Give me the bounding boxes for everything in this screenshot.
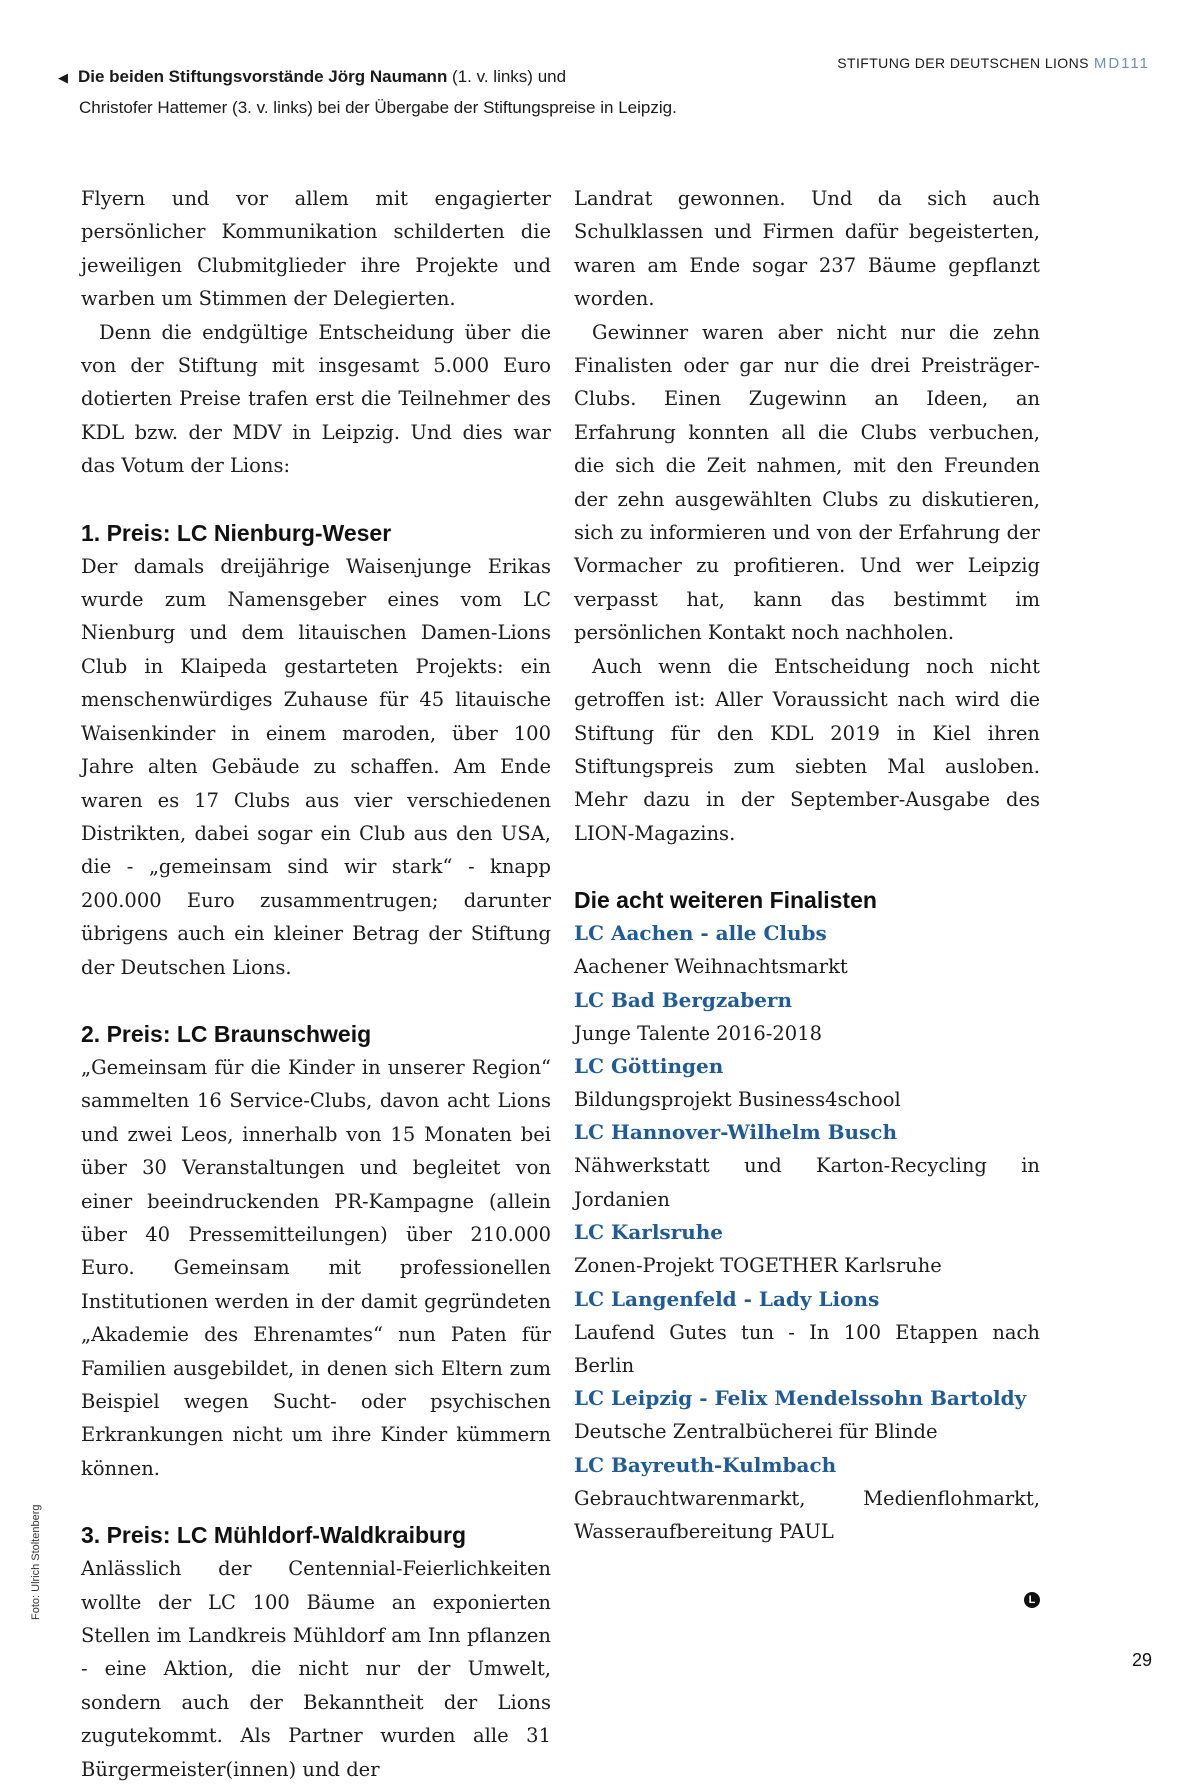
header-title: STIFTUNG DER DEUTSCHEN LIONS	[837, 55, 1089, 71]
caption-line2: Christofer Hattemer (3. v. links) bei der Übergabe der Stiftungspreise in Leipzig.	[79, 98, 677, 117]
finalist-club: LC Göttingen	[574, 1053, 724, 1078]
prize3-heading: 3. Preis: LC Mühldorf-Waldkraiburg	[81, 1522, 467, 1549]
finalist-club: LC Bayreuth-Kulmbach	[574, 1452, 837, 1477]
finalist-club: LC Leipzig - Felix Mendelssohn Bartoldy	[574, 1386, 1027, 1411]
finalist-project: Zonen-Projekt TOGETHER Karlsruhe	[574, 1254, 942, 1278]
prize3-text: Anlässlich der Centennial-Feierlichkeiten wollte der LC 100 Bäume an exponierten Stellen im Landkreis Mühldorf am Inn pflanzen - eine Aktion, die nicht nur der Umwelt, sondern auch der Bekanntheit der Lions zugutekommt. Als Partner wurden alle 31 Bürgermeister(innen) und der	[81, 1557, 551, 1781]
caption-rest: (1. v. links) und	[447, 67, 567, 86]
intro-paragraph-2: Denn die endgültige Entscheidung über die von der Stiftung mit insgesamt 5.000 Euro dotierten Preise trafen erst die Teilnehmer des KDL bzw. der MDV in Leipzig. Und dies war das Votum der Lions:	[81, 320, 551, 478]
finalist-project: Bildungsprojekt Business4school	[574, 1087, 901, 1111]
finalist-project: Junge Talente 2016-2018	[574, 1021, 823, 1045]
finalists-list	[574, 917, 1040, 1548]
continuation-paragraph-2: Gewinner waren aber nicht nur die zehn Finalisten oder gar nur die drei Preisträger-Clubs. Einen Zugewinn an Ideen, an Erfahrung konnten all die Clubs verbuchen, die sich die Zeit nahmen, mit den Freunden der zehn ausgewählten Clubs zu diskutieren, sich zu informieren und von der Erfahrung der Vormacher zu profitieren. Und wer Leipzig verpasst hat, kann das bestimmt im persönlichen Kontakt noch nachholen.	[574, 320, 1040, 645]
caption-bold: Die beiden Stiftungsvorstände Jörg Naumann	[78, 67, 448, 86]
finalist-project: Aachener Weihnachtsmarkt	[574, 955, 848, 979]
photo-credit: Foto: Ulrich Stoltenberg	[30, 1504, 42, 1620]
lions-end-mark-icon: L	[1024, 1592, 1040, 1608]
finalist-club: LC Aachen - alle Clubs	[574, 921, 827, 946]
finalist-project: Gebrauchtwarenmarkt, Medienflohmarkt, Wasseraufbereitung PAUL	[574, 1486, 1040, 1544]
continuation-paragraph-3: Auch wenn die Entscheidung noch nicht getroffen ist: Aller Voraussicht nach wird die Stiftung für den KDL 2019 in Kiel ihren Stiftungspreis zum siebten Mal ausloben. Mehr dazu in der September-Ausgabe des LION-Magazins.	[574, 654, 1040, 845]
prize1-heading: 1. Preis: LC Nienburg-Weser	[81, 519, 392, 546]
photo-caption	[58, 62, 678, 123]
finalist-project: Deutsche Zentralbücherei für Blinde	[574, 1420, 938, 1444]
finalist-project: Laufend Gutes tun - In 100 Etappen nach Berlin	[574, 1320, 1040, 1377]
running-header	[837, 55, 1150, 72]
finalist-club: LC Hannover-Wilhelm Busch	[574, 1120, 898, 1145]
right-column	[574, 182, 1040, 1549]
district-label: MD111	[1093, 55, 1150, 72]
intro-paragraph-1: Flyern und vor allem mit engagierter persönlicher Kommunikation schilderten die jeweiligen Clubmitglieder ihre Projekte und warben um Stimmen der Delegierten.	[81, 187, 551, 311]
prize1-text: Der damals dreijährige Waisenjunge Erikas wurde zum Namensgeber eines vom LC Nienburg und dem litauischen Damen-Lions Club in Klaipeda gestarteten Projekts: ein menschenwürdiges Zuhause für 45 litauische Waisenkinder in einem maroden, über 100 Jahre alten Gebäude zu schaffen. Am Ende waren es 17 Clubs aus vier verschiedenen Distrikten, dabei sogar ein Club aus den USA, die - „gemeinsam sind wir stark“ - knapp 200.000 Euro zusammentrugen; darunter übrigens auch ein kleiner Betrag der Stiftung der Deutschen Lions.	[81, 554, 551, 979]
finalist-project: Nähwerkstatt und Karton-Recycling in Jordanien	[574, 1154, 1040, 1211]
finalist-club: LC Langenfeld - Lady Lions	[574, 1286, 880, 1311]
finalist-club: LC Bad Bergzabern	[574, 987, 793, 1012]
continuation-paragraph-1: Landrat gewonnen. Und da sich auch Schulklassen und Firmen dafür begeisterten, waren am Ende sogar 237 Bäume gepflanzt worden.	[574, 187, 1040, 311]
caption-arrow-icon: ◀	[58, 70, 68, 85]
finalists-heading: Die acht weiteren Finalisten	[574, 887, 877, 914]
page-number: 29	[1131, 1650, 1152, 1670]
finalist-club: LC Karlsruhe	[574, 1220, 724, 1245]
prize2-heading: 2. Preis: LC Braunschweig	[81, 1020, 372, 1047]
prize2-text: „Gemeinsam für die Kinder in unserer Region“ sammelten 16 Service-Clubs, davon acht Lions und zwei Leos, innerhalb von 15 Monaten bei über 30 Veranstaltungen und begleitet von einer beeindruckenden PR-Kampagne (allein über 40 Pressemitteilungen) über 210.000 Euro. Gemeinsam mit professionellen Institutionen werden in der damit gegründeten „Akademie des Ehrenamtes“ nun Paten für Familien ausgebildet, in denen sich Eltern zum Beispiel wegen Sucht- oder psychischen Erkrankungen nicht um ihre Kinder kümmern können.	[81, 1055, 551, 1480]
left-column	[81, 182, 551, 1786]
